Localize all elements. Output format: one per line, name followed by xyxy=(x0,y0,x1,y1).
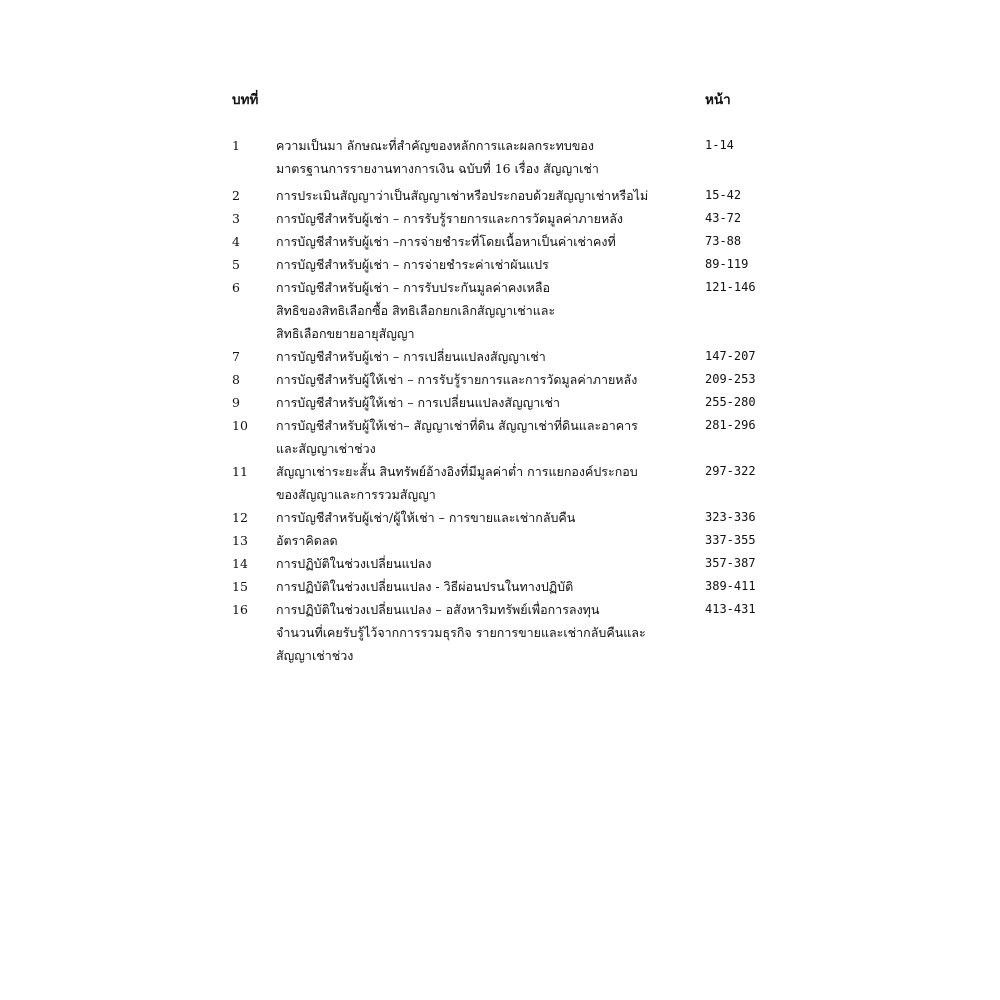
toc-entry xyxy=(232,184,762,207)
toc-title-line: และสัญญาเช่าช่วง xyxy=(276,441,376,456)
toc-page-range: 281-296 xyxy=(705,418,756,432)
toc-chapter-title xyxy=(276,506,705,529)
table-of-contents xyxy=(232,134,762,667)
toc-title-line: การบัญชีสำหรับผู้ให้เช่า – การรับรู้รายการและการวัดมูลค่าภายหลัง xyxy=(276,372,638,387)
toc-entry xyxy=(232,460,762,506)
toc-entry xyxy=(232,134,762,180)
toc-entry xyxy=(232,529,762,552)
toc-chapter-title xyxy=(276,230,705,253)
toc-entry xyxy=(232,345,762,368)
toc-page-range: 15-42 xyxy=(705,188,742,202)
toc-entry xyxy=(232,230,762,253)
toc-chapter-title xyxy=(276,276,705,345)
toc-title-line: สัญญาเช่าช่วง xyxy=(276,648,354,663)
toc-chapter-number: 3 xyxy=(232,211,240,226)
toc-title-line: มาตรฐานการรายงานทางการเงิน ฉบับที่ 16 เรื่อง สัญญาเช่า xyxy=(276,161,599,176)
toc-page-range: 147-207 xyxy=(705,349,756,363)
toc-title-line: การบัญชีสำหรับผู้เช่า – การเปลี่ยนแปลงสัญญาเช่า xyxy=(276,349,546,364)
toc-chapter-number: 8 xyxy=(232,372,240,387)
toc-chapter-title xyxy=(276,345,705,368)
toc-chapter-number: 9 xyxy=(232,395,240,410)
toc-entry xyxy=(232,575,762,598)
toc-entry xyxy=(232,276,762,345)
toc-page-range: 209-253 xyxy=(705,372,756,386)
toc-page-range: 89-119 xyxy=(705,257,749,271)
toc-title-line: สิทธิของสิทธิเลือกซื้อ สิทธิเลือกยกเลิกสัญญาเช่าและ xyxy=(276,303,556,318)
toc-chapter-title xyxy=(276,552,705,575)
toc-chapter-number: 11 xyxy=(232,464,248,479)
toc-entry xyxy=(232,368,762,391)
toc-entry xyxy=(232,598,762,667)
toc-page-range: 255-280 xyxy=(705,395,756,409)
toc-chapter-number: 5 xyxy=(232,257,240,272)
toc-page-range: 121-146 xyxy=(705,280,756,294)
toc-chapter-number: 6 xyxy=(232,280,240,295)
toc-title-line: การบัญชีสำหรับผู้ให้เช่า– สัญญาเช่าที่ดิน สัญญาเช่าที่ดินและอาคาร xyxy=(276,418,638,433)
toc-page-range: 337-355 xyxy=(705,533,756,547)
toc-entry xyxy=(232,414,762,460)
toc-title-line: การปฏิบัติในช่วงเปลี่ยนแปลง – อสังหาริมทรัพย์เพื่อการลงทุน xyxy=(276,602,600,617)
toc-chapter-number: 16 xyxy=(232,602,248,617)
toc-title-line: ความเป็นมา ลักษณะที่สำคัญของหลักการและผลกระทบของ xyxy=(276,138,594,153)
toc-title-line: การบัญชีสำหรับผู้เช่า – การรับรู้รายการและการวัดมูลค่าภายหลัง xyxy=(276,211,623,226)
toc-page-range: 43-72 xyxy=(705,211,742,225)
toc-chapter-title xyxy=(276,134,705,180)
toc-title-line: อัตราคิดลด xyxy=(276,533,338,548)
toc-entry xyxy=(232,207,762,230)
toc-page-range: 323-336 xyxy=(705,510,756,524)
toc-title-line: ของสัญญาและการรวมสัญญา xyxy=(276,487,436,502)
toc-chapter-number: 12 xyxy=(232,510,248,525)
page-column-heading: หน้า xyxy=(705,92,731,108)
toc-entry xyxy=(232,391,762,414)
toc-chapter-title xyxy=(276,575,705,598)
toc-title-line: การปฏิบัติในช่วงเปลี่ยนแปลง xyxy=(276,556,432,571)
toc-chapter-title xyxy=(276,253,705,276)
toc-chapter-title xyxy=(276,414,705,460)
toc-title-line: การบัญชีสำหรับผู้เช่า/ผู้ให้เช่า – การขายและเช่ากลับคืน xyxy=(276,510,576,525)
toc-title-line: การประเมินสัญญาว่าเป็นสัญญาเช่าหรือประกอบด้วยสัญญาเช่าหรือไม่ xyxy=(276,188,649,203)
toc-title-line: สิทธิเลือกขยายอายุสัญญา xyxy=(276,326,415,341)
toc-chapter-number: 1 xyxy=(232,138,240,153)
toc-chapter-number: 14 xyxy=(232,556,248,571)
toc-chapter-number: 10 xyxy=(232,418,248,433)
toc-entry xyxy=(232,253,762,276)
toc-chapter-title xyxy=(276,391,705,414)
toc-chapter-title xyxy=(276,207,705,230)
toc-entry xyxy=(232,552,762,575)
toc-chapter-number: 13 xyxy=(232,533,248,548)
toc-title-line: สัญญาเช่าระยะสั้น สินทรัพย์อ้างอิงที่มีมูลค่าต่ำ การแยกองค์ประกอบ xyxy=(276,464,638,479)
toc-page-range: 389-411 xyxy=(705,579,756,593)
toc-title-line: การบัญชีสำหรับผู้เช่า –การจ่ายชำระที่โดยเนื้อหาเป็นค่าเช่าคงที่ xyxy=(276,234,616,249)
toc-title-line: การปฏิบัติในช่วงเปลี่ยนแปลง - วิธีผ่อนปรนในทางปฏิบัติ xyxy=(276,579,574,594)
toc-chapter-number: 7 xyxy=(232,349,240,364)
toc-entry xyxy=(232,506,762,529)
toc-chapter-number: 2 xyxy=(232,188,240,203)
toc-chapter-number: 4 xyxy=(232,234,240,249)
chapter-column-heading: บทที่ xyxy=(232,92,259,108)
toc-title-line: จำนวนที่เคยรับรู้ไว้จากการรวมธุรกิจ รายการขายและเช่ากลับคืนและ xyxy=(276,625,646,640)
toc-page-range: 73-88 xyxy=(705,234,742,248)
toc-page-range: 1-14 xyxy=(705,138,734,152)
toc-page-range: 357-387 xyxy=(705,556,756,570)
toc-page-range: 413-431 xyxy=(705,602,756,616)
toc-chapter-title xyxy=(276,368,705,391)
toc-title-line: การบัญชีสำหรับผู้ให้เช่า – การเปลี่ยนแปลงสัญญาเช่า xyxy=(276,395,561,410)
toc-chapter-title xyxy=(276,529,705,552)
toc-chapter-title xyxy=(276,184,705,207)
toc-chapter-title xyxy=(276,460,705,506)
toc-title-line: การบัญชีสำหรับผู้เช่า – การรับประกันมูลค่าคงเหลือ xyxy=(276,280,551,295)
toc-header xyxy=(232,88,762,110)
toc-page-range: 297-322 xyxy=(705,464,756,478)
toc-chapter-number: 15 xyxy=(232,579,248,594)
toc-title-line: การบัญชีสำหรับผู้เช่า – การจ่ายชำระค่าเช่าผันแปร xyxy=(276,257,549,272)
toc-chapter-title xyxy=(276,598,705,667)
